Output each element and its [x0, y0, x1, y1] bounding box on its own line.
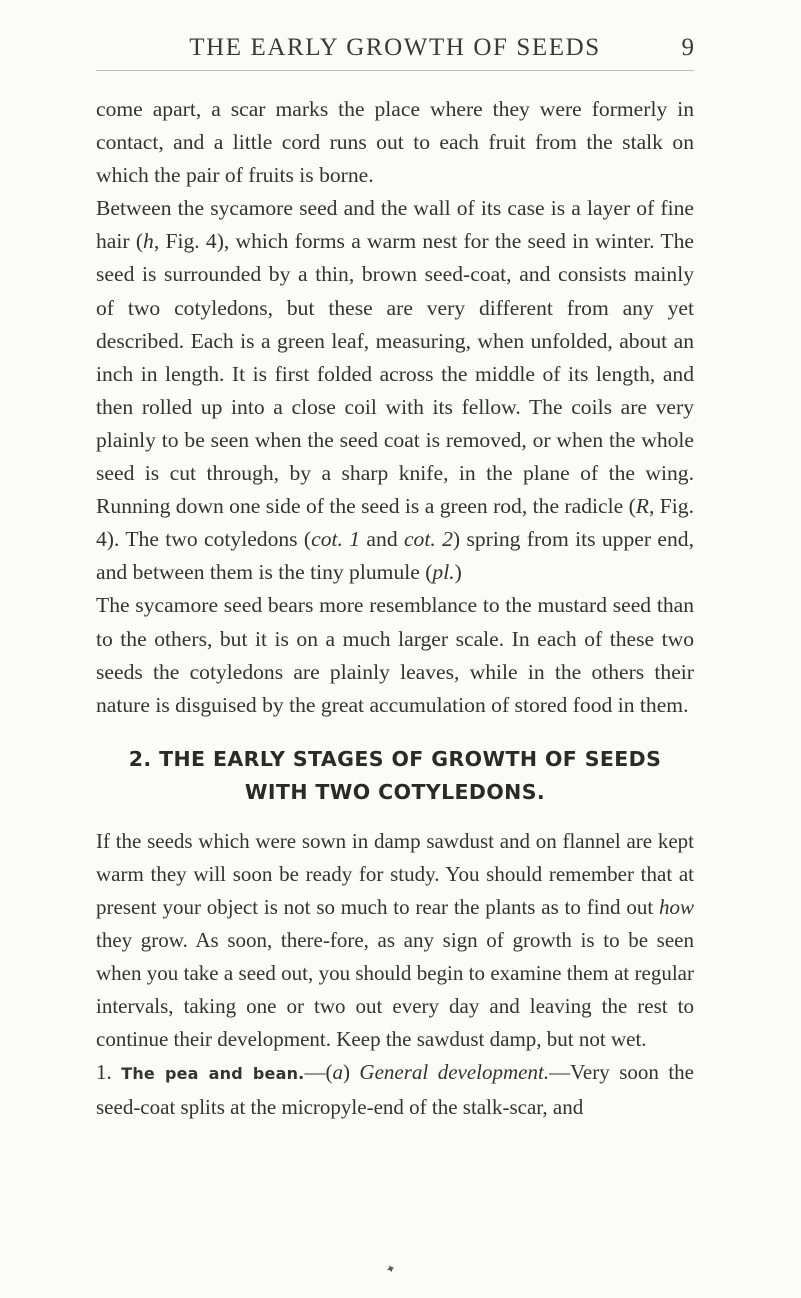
text-run: and [360, 527, 404, 552]
text-run: —Very soon the seed-coat splits at the micropyle-end of the stalk-scar, and [96, 1060, 694, 1119]
item-number: 1. [96, 1060, 112, 1085]
paragraph-sycamore-seed [96, 192, 694, 589]
page-number: 9 [681, 34, 694, 61]
paragraph-continuation [96, 93, 694, 192]
subsection-title: General development. [359, 1060, 550, 1085]
text-run: ) [342, 1060, 360, 1085]
emphasis-how: how [658, 894, 694, 919]
body-text [96, 93, 694, 1124]
text-run: ) [454, 560, 462, 585]
fig-label-r: R [635, 494, 649, 519]
header-rule [96, 70, 694, 71]
item-letter: a [332, 1060, 343, 1085]
fig-label-pl: pl. [432, 560, 455, 585]
text-run: —( [304, 1060, 333, 1085]
paragraph-resemblance [96, 589, 694, 721]
fig-label-cot1: cot. 1 [311, 527, 361, 552]
text-run: , Fig. 4). The two cotyledons ( [96, 494, 694, 552]
printer-mark: ✦ [383, 1260, 398, 1278]
fig-label-cot2: cot. 2 [403, 527, 453, 552]
subsection-lead: The pea and bean. [121, 1064, 305, 1084]
text-run: ) spring from its upper end, and between them is the tiny plumule ( [96, 527, 694, 585]
paragraph-pea-and-bean [96, 1056, 694, 1123]
text-run: they grow. As soon, there-fore, as any sign of growth is to be seen when you take a seed out, you should begin to examine them at regular intervals, taking one or two out every day and leaving the rest to continue their development. Keep the sawdust damp, but not wet. [96, 928, 694, 1052]
section-heading-line-2: WITH TWO COTYLEDONS. [244, 779, 546, 804]
fig-label-h: h [143, 229, 154, 254]
paragraph-text: The sycamore seed bears more resemblance to the mustard seed than to the others, but it is on a much larger scale. In each of these two seeds the cotyledons are plainly leaves, while in the others their nature is disguised by the great accumulation of stored food in them. [96, 593, 694, 717]
text-run: , Fig. 4), which forms a warm nest for the seed in winter. The seed is surrounded by a thin, brown seed-coat, and consists mainly of two cotyledons, but these are very different from any yet described. Each is a green leaf, measuring, when unfolded, about an inch in length. It is first folded across the middle of its length, and then rolled up into a close coil with its fellow. The coils are very plainly to be seen when the seed coat is removed, or when the whole seed is cut through, by a sharp knife, in the plane of the wing. Running down one side of the seed is a green rod, the radicle ( [96, 229, 694, 519]
paragraph-sawdust [96, 825, 694, 1057]
running-head: THE EARLY GROWTH OF SEEDS [189, 34, 601, 61]
section-heading-line-1: 2. THE EARLY STAGES OF GROWTH OF SEEDS [128, 746, 662, 771]
section-heading [96, 743, 694, 809]
text-run: Between the sycamore seed and the wall of its case is a layer of fine hair ( [96, 196, 694, 254]
page-header [96, 34, 694, 74]
paragraph-text: come apart, a scar marks the place where they were formerly in contact, and a little cord runs out to each fruit from the stalk on which the pair of fruits is borne. [96, 97, 694, 188]
text-run: If the seeds which were sown in damp sawdust and on flannel are kept warm they will soon be ready for study. You should remember that at present your object is not so much to rear the plants as to find out [96, 828, 694, 919]
